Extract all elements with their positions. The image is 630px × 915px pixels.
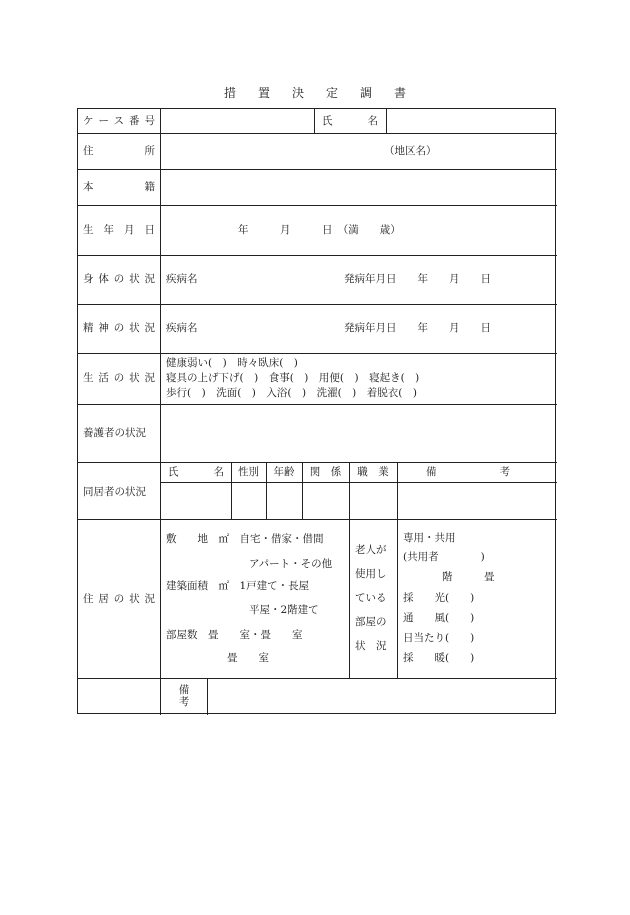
- column-divider: [314, 109, 315, 133]
- row-divider: [78, 353, 557, 354]
- room-ventilation: 通 風( ): [403, 612, 475, 624]
- housing-site: 敷 地 ㎡ 自宅・借家・借間: [166, 533, 324, 545]
- decision-form: [77, 108, 556, 714]
- cohabitant-label: 同居者の状況: [83, 486, 146, 498]
- cohab-header-name: 氏 名: [168, 466, 224, 478]
- elder-room-line-4: 部屋の: [355, 616, 387, 628]
- row-divider: [78, 462, 557, 463]
- row-divider: [78, 169, 557, 170]
- birth-date-fields: 年 月 日 （満 歳）: [238, 224, 401, 236]
- column-divider: [207, 678, 208, 715]
- room-heating: 採 暖( ): [403, 652, 475, 664]
- elder-room-line-5: 状 況: [355, 640, 387, 652]
- page-title: 措置決定調書: [223, 86, 428, 100]
- cohab-header-age: 年齢: [273, 466, 295, 478]
- physical-onset-date: 発病年月日 年 月 日: [344, 273, 491, 285]
- row-divider: [78, 304, 557, 305]
- mental-condition-label: 精神の状況: [83, 322, 155, 334]
- housing-rooms: 部屋数 畳 室・畳 室: [166, 629, 303, 641]
- housing-floor-area: 建築面積 ㎡ 1戸建て・長屋: [166, 580, 310, 592]
- birth-date-label: 生年月日: [83, 224, 155, 236]
- elder-room-line-2: 使用し: [355, 568, 387, 580]
- remarks-label: 備考: [178, 684, 190, 708]
- column-divider: [349, 519, 350, 678]
- row-divider: [160, 482, 557, 483]
- life-line-2: 寝具の上げ下げ( ) 食事( ) 用便( ) 寝起き( ): [166, 372, 420, 384]
- row-divider: [78, 255, 557, 256]
- room-lighting: 採 光( ): [403, 592, 475, 604]
- elder-room-line-3: ている: [355, 592, 387, 604]
- honseki-label: 本 籍: [83, 181, 155, 193]
- row-divider: [78, 519, 557, 520]
- address-label: 住 所: [83, 145, 155, 157]
- caregiver-label: 養護者の状況: [83, 427, 146, 439]
- life-line-1: 健康弱い( ) 時々臥床( ): [166, 357, 298, 369]
- physical-condition-label: 身体の状況: [83, 273, 155, 285]
- column-divider: [160, 109, 161, 715]
- row-divider: [78, 133, 557, 134]
- life-condition-label: 生活の状況: [83, 372, 155, 384]
- life-line-3: 歩行( ) 洗面( ) 入浴( ) 洗濯( ) 着脱衣( ): [166, 387, 417, 399]
- cohab-header-relation: 関 係: [309, 466, 342, 478]
- case-number-label: ケース番号: [83, 115, 155, 127]
- cohab-header-sex: 性別: [238, 466, 259, 478]
- room-shared-with: (共用者 ): [403, 551, 485, 563]
- column-divider: [386, 109, 387, 133]
- column-divider: [397, 462, 398, 519]
- housing-rooms-2: 畳 室: [227, 652, 269, 664]
- district-label: （地区名）: [384, 145, 437, 157]
- cohab-header-remarks: 備 考: [426, 466, 510, 478]
- column-divider: [397, 519, 398, 678]
- room-floor-mats: 階 畳: [442, 571, 495, 583]
- row-divider: [78, 205, 557, 206]
- row-divider: [78, 678, 557, 679]
- housing-stories: 平屋・2階建て: [249, 604, 319, 616]
- row-divider: [78, 404, 557, 405]
- room-sunlight: 日当たり( ): [403, 632, 475, 644]
- name-label: 氏 名: [322, 115, 378, 127]
- cohab-header-occupation: 職 業: [357, 466, 389, 478]
- mental-onset-date: 発病年月日 年 月 日: [344, 322, 491, 334]
- elder-room-line-1: 老人が: [355, 544, 387, 556]
- physical-disease-label: 疾病名: [166, 273, 198, 285]
- housing-type: アパート・その他: [249, 558, 333, 570]
- mental-disease-label: 疾病名: [166, 322, 198, 334]
- housing-label: 住居の状況: [83, 593, 155, 605]
- room-usage: 専用・共用: [403, 532, 456, 544]
